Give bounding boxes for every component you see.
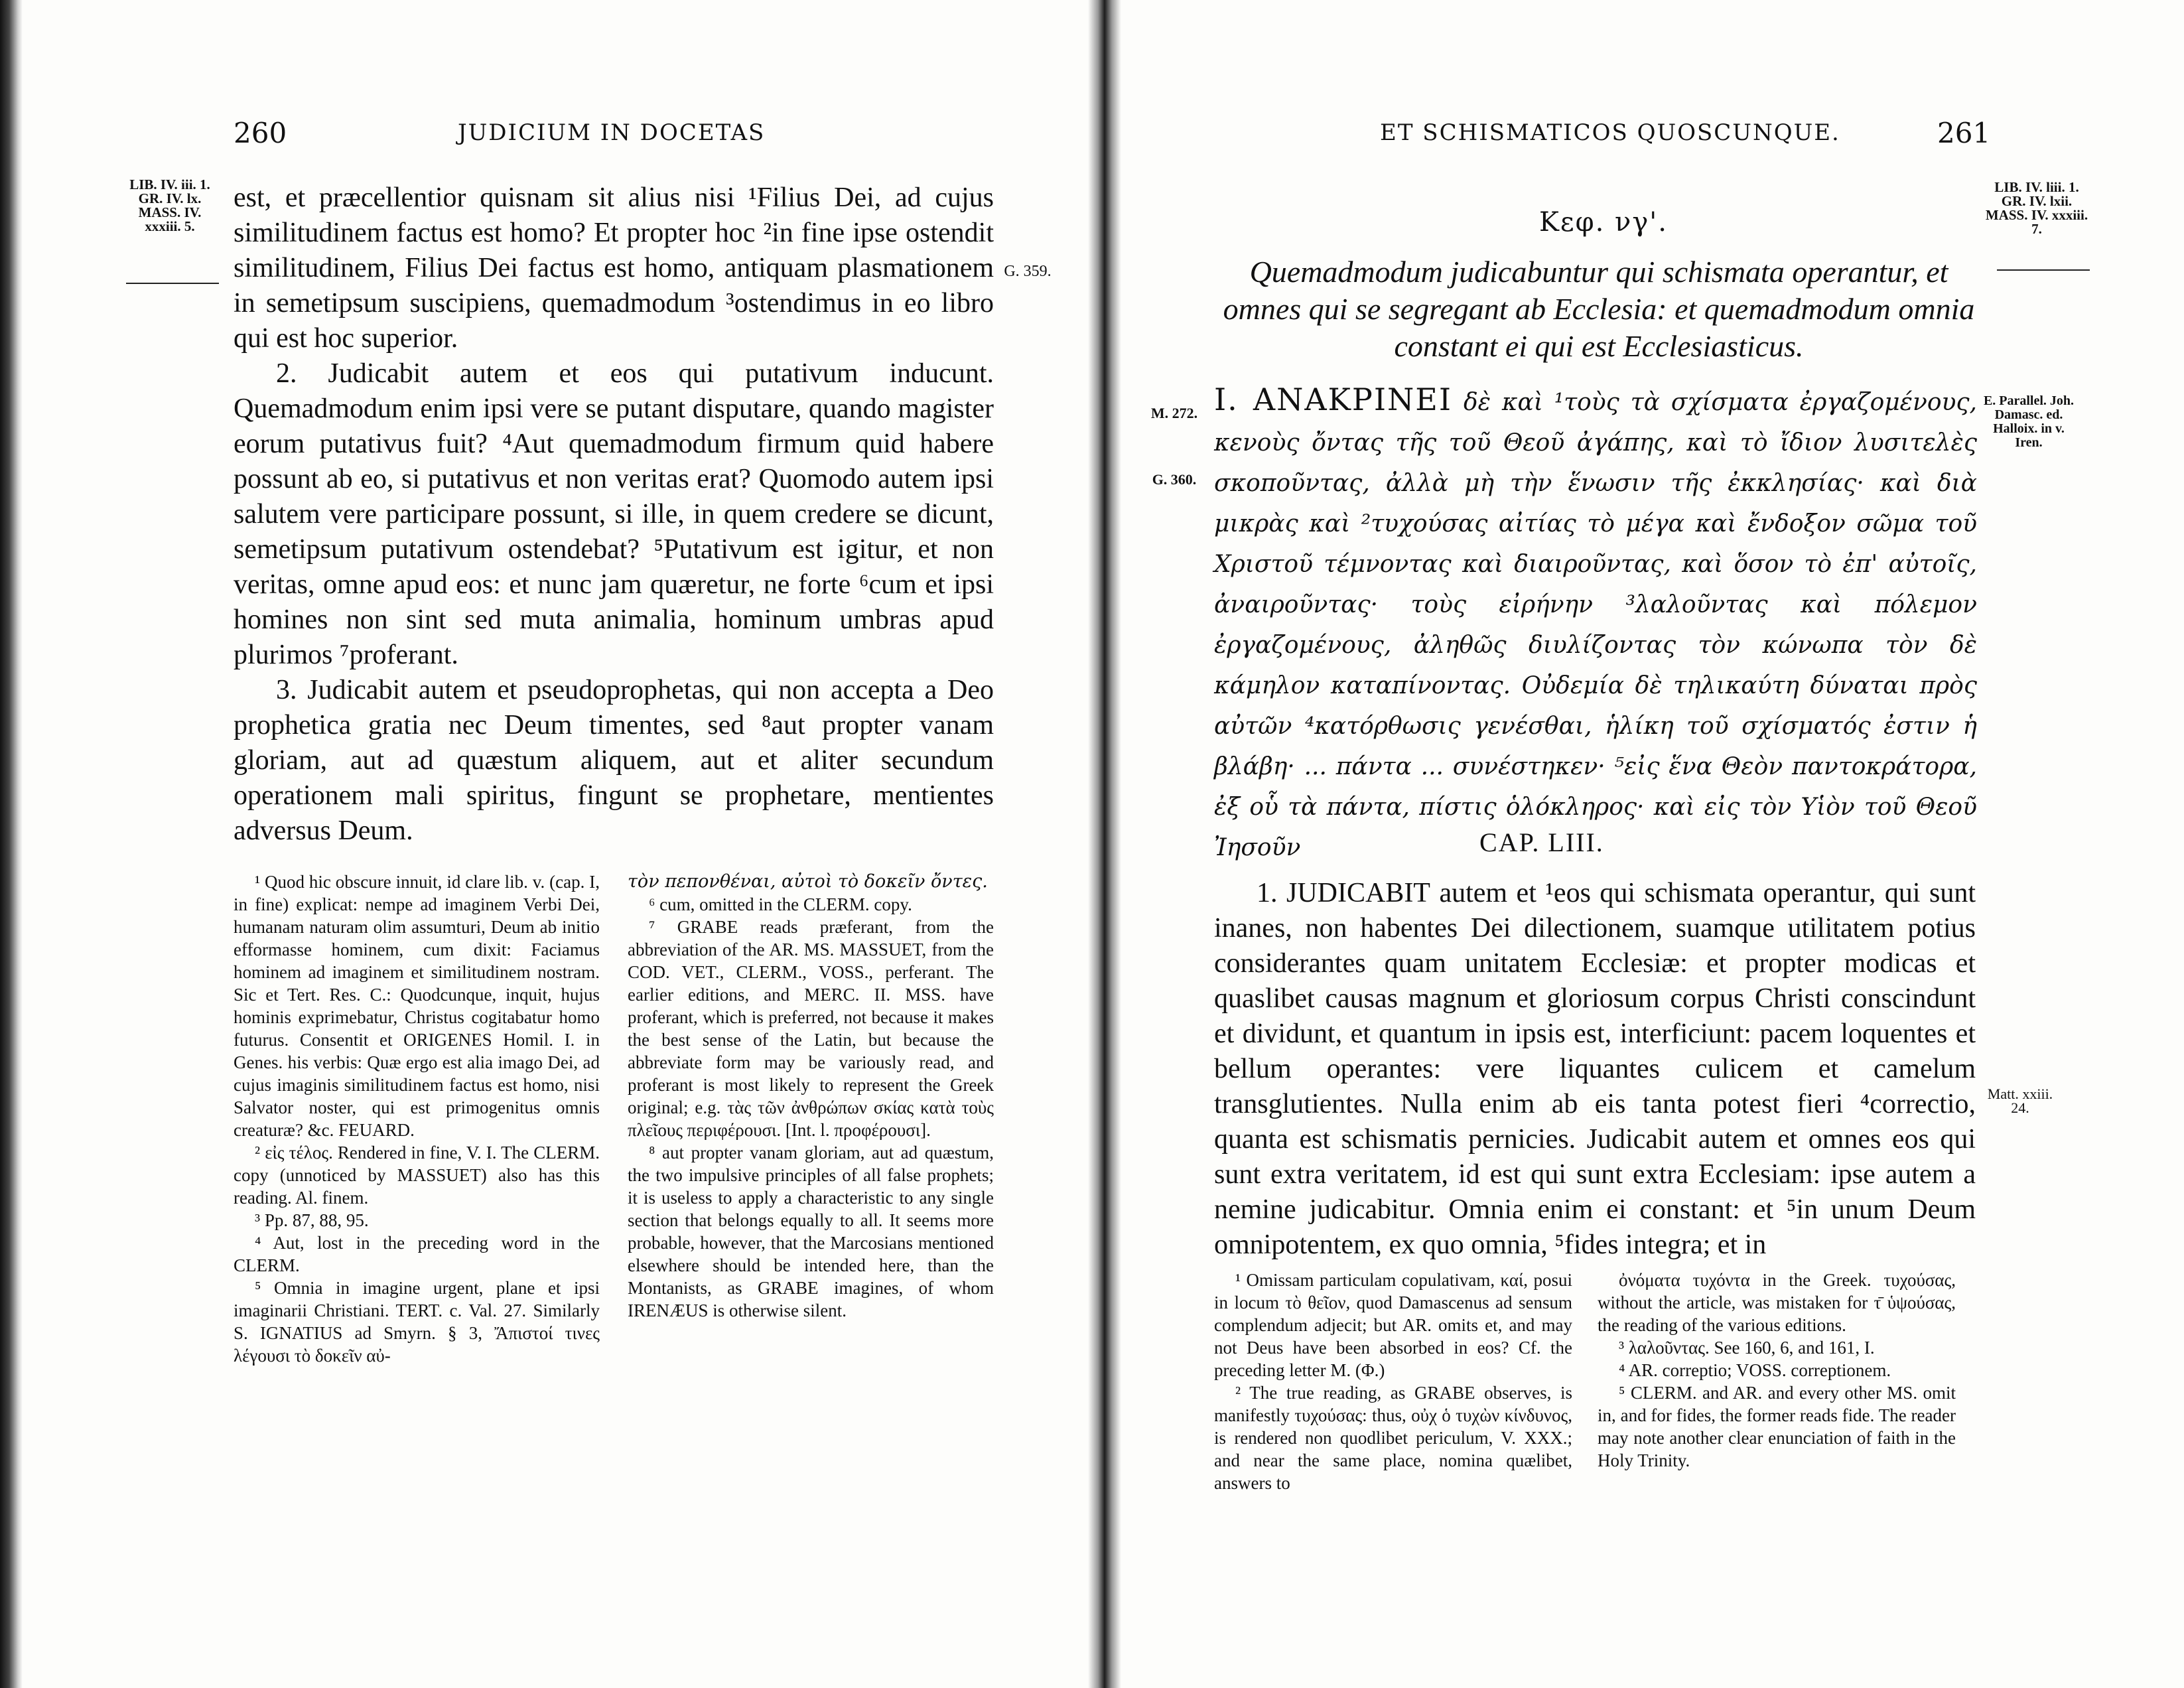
book-gutter: [1088, 0, 1121, 1688]
chapter-number: CAP. LIII.: [1479, 827, 1604, 857]
margin-reference: LIB. IV. iii. 1. GR. IV. lx. MASS. IV. xxxiii. 5.: [129, 176, 210, 234]
footnotes-column-2: [1598, 1269, 1956, 1472]
footnote: ¹ Omissam particulam copulativam, καί, posui in locum τὸ θεῖον, quod Damascenus ad sensum complendum adjecit; but AR. omits et, and may not Deus have been absorbed in eos? Cf. the preceding letter M. (Φ.): [1214, 1270, 1572, 1380]
main-text: [1214, 876, 1976, 1263]
paragraph: est, et præcellentior quisnam sit alius nisi ¹Filius Dei, ad cujus similitudinem factus est homo? Et propter hoc ²in fine ipse ostendit similitudinem, Filius Dei factus est homo, antiquam plasmationem in semetipsum suscipiens, quemadmodum ³ostendimus in eo libro qui est hoc superior.: [234, 182, 994, 354]
footnote: ³ λαλοῦντας. See 160, 6, and 161, I.: [1619, 1338, 1875, 1358]
footnote: τὸν πεπονθέναι, αὐτοὶ τὸ δοκεῖν ὄντες.: [628, 871, 988, 892]
footnote: ³ Pp. 87, 88, 95.: [255, 1210, 369, 1230]
paragraph: 2. Judicabit autem et eos qui putativum inducunt. Quemadmodum enim ipsi vere se putant disputare, quando magister eorum putativus fuit? ⁴Aut quemadmodum firmum quid habere possunt ab eo, si putativus et non veritas erat? Quomodo autem ipsi salutem vere participare possunt, si ille, in quem credere se dicunt, semetipsum putativum ostendebat? ⁵Putativum est igitur, et non veritas, omne apud eos: et nunc jam quæretur, ne forte ⁶cum et ipsi homines non sint sed muta animalia, hominum umbras apud plurimos ⁷proferant.: [234, 358, 994, 670]
footnote: ⁴ Aut, lost in the preceding word in the CLERM.: [234, 1233, 600, 1275]
right-page: [1121, 0, 2184, 1688]
page-number: 261: [1937, 117, 1991, 149]
footnote: ² The true reading, as GRABE observes, is manifestly τυχούσας: thus, οὐχ ὁ τυχὼν κίνδυνος, is rendered non quodlibet periculum, V. XXX.; and near the same place, nomina quælibet, answers to: [1214, 1383, 1572, 1493]
footnote: ² εἰς τέλος. Rendered in fine, V. I. The CLERM. copy (unnoticed by MASSUET) also has this reading. Al. finem.: [234, 1143, 600, 1208]
chapter-summary: Quemadmodum judicabuntur qui schismata operantur, et omnes qui se segregant ab Ecclesia: et quemadmodum omnia constant ei qui est Ecclesiasticus.: [1223, 255, 1975, 363]
page-number: 260: [234, 117, 287, 149]
left-page: [0, 0, 1088, 1688]
footnote: ⁵ CLERM. and AR. and every other MS. omit in, and for fides, the former reads fide. The reader may note another clear enunciation of faith in the Holy Trinity.: [1598, 1383, 1956, 1470]
margin-reference: LIB. IV. liii. 1. GR. IV. lxii. MASS. IV. xxxiii. 7.: [1985, 179, 2088, 237]
book-edge: [0, 0, 23, 1688]
greek-body: δὲ καὶ ¹τοὺς τὰ σχίσματα ἐργαζομένους, κενοὺς ὄντας τῆς τοῦ Θεοῦ ἀγάπης, καὶ τὸ ἴδιον λυσιτελὲς σκοποῦντας, ἀλλὰ μὴ τὴν ἕνωσιν τῆς ἐκκλησίας· καὶ διὰ μικρὰς καὶ ²τυχούσας αἰτίας τὸ μέγα καὶ ἔνδοξον σῶμα τοῦ Χριστοῦ τέμνοντας καὶ διαιροῦντας, καὶ ὅσον τὸ ἐπ' αὐτοῖς, ἀναιροῦντας· τοὺς εἰρήνην ³λαλοῦντας καὶ πόλεμον ἐργαζομένους, ἀληθῶς διυλίζοντας τὸν κώνωπα τὸν δὲ κάμηλον καταπίνοντας. Οὐδεμία δὲ τηλικαύτη δύναται πρὸς αὐτῶν ⁴κατόρθωσις γενέσθαι, ἡλίκη τοῦ σχίσματός ἐστιν ἡ βλάβη· ... πάντα ... συνέστηκεν· ⁵εἰς ἕνα Θεὸν παντοκράτορα, ἐξ οὗ τὰ πάντα, πίστις ὁλόκληρος· καὶ εἰς τὸν Υἱὸν τοῦ Θεοῦ Ἰησοῦν: [1214, 389, 1978, 861]
margin-matt-ref: Matt. xxiii. 24.: [1987, 1086, 2053, 1116]
footnotes-column-1: [234, 871, 600, 1367]
running-header: JUDICIUM IN DOCETAS: [458, 119, 766, 146]
footnotes-column-2: [628, 871, 994, 1322]
margin-g-ref: G. 360.: [1152, 471, 1197, 488]
main-text: [234, 180, 994, 849]
greek-text: [1214, 380, 1977, 868]
margin-rule: [1997, 269, 2090, 271]
footnotes-column-1: [1214, 1269, 1572, 1494]
paragraph: 3. Judicabit autem et pseudoprophetas, qui non accepta a Deo prophetica gratia nec Deum timentes, sed ⁸aut propter vanam gloriam, aut ad quæstum aliquem, aut et aliter secundum operationem mali spiritus, fingunt se prophetare, mentientes adversus Deum.: [234, 675, 994, 846]
footnote: ὀνόματα τυχόντα in the Greek. τυχούσας, without the article, was mistaken for τ̄ ὑψούσας, the reading of the various editions.: [1598, 1270, 1956, 1335]
greek-chapter-heading: Κεφ. νγ'.: [1539, 207, 1668, 238]
greek-lead: I. ΑΝΑΚΡΙΝΕΙ: [1214, 382, 1453, 417]
paragraph-lead: 1. JUDICABIT: [1257, 878, 1430, 908]
footnote: ⁷ GRABE reads præferant, from the abbreviation of the AR. MS. MASSUET, from the COD. VET., CLERM., VOSS., perferant. The earlier editions, and MERC. II. MSS. have proferant, which is preferred, not because it makes the best sense of the Latin, but because the abbreviate form may be variously read, and proferant is most likely to represent the Greek original; e.g. τὰς τῶν ἀνθρώπων σκίας κατὰ τοὺς πλεῖους περιφέρουσι. [Int. l. προφέρουσι].: [628, 917, 994, 1140]
footnote: ¹ Quod hic obscure innuit, id clare lib. v. (cap. I, in fine) explicat: nempe ad imaginem Verbi Dei, humanam naturam olim assumturi, Deum ab initio efformasse hominem, cum dixit: Faciamus hominem ad imaginem et similitudinem nostram. Sic et Tert. Res. C.: Quodcunque, inquit, hujus hominis exprimebatur, Christus cogitabatur homo futurus. Consentit et ORIGENES Homil. I. in Genes. his verbis: Quæ ergo est alia imago Dei, ad cujus imaginis similitudinem factus est homo, nisi Salvator noster, qui est primogenitus omnis creaturæ? &c. FEUARD.: [234, 872, 600, 1140]
margin-g-ref: G. 359.: [1004, 263, 1052, 280]
footnote: ⁶ cum, omitted in the CLERM. copy.: [649, 894, 912, 914]
footnote: ⁴ AR. correptio; VOSS. correptionem.: [1619, 1360, 1891, 1380]
running-header: ET SCHISMATICOS QUOSCUNQUE.: [1380, 119, 1840, 146]
paragraph: autem et ¹eos qui schismata operantur, qui sunt inanes, non habentes Dei dilectionem, suamque utilitatem potius considerantes quam unitatem Ecclesiæ: et propter modicas et quaslibet causas magnum et gloriosum corpus Christi conscindunt et dividunt, et quantum in ipsis est, interficiunt: pacem loquentes et bellum operantes: vere liquantes culicem et camelum transglutientes. Nulla enim ab eis tanta potest fieri ⁴correctio, quanta est schismatis pernicies. Judicabit autem et omnes eos qui sunt extra veritatem, id est qui sunt extra Ecclesiam: ipse autem a nemine judicabitur. Omnia enim ei constant: et ⁵in unum Deum omnipotentem, ex quo omnia, ⁵fides integra; et in: [1214, 878, 1976, 1260]
footnote: ⁸ aut propter vanam gloriam, aut ad quæstum, the two impulsive principles of all false prophets; it is useless to apply a characteristic to any single section that belongs equally to all. It seems more probable, however, that the Marcosians mentioned elsewhere should be intended here, than the Montanists, as GRABE imagines, of whom IRENÆUS is otherwise silent.: [628, 1143, 994, 1320]
footnote: ⁵ Omnia in imagine urgent, plane et ipsi imaginarii Christiani. TERT. c. Val. 27. Similarly S. IGNATIUS ad Smyrn. § 3, Ἄπιστοί τινες λέγουσι τὸ δοκεῖν αὐ-: [234, 1278, 600, 1366]
parallel-reference: E. Parallel. Joh. Damasc. ed. Halloix. in v. Iren.: [1983, 393, 2075, 450]
margin-m-ref: M. 272.: [1150, 405, 1198, 421]
margin-rule: [126, 283, 219, 284]
